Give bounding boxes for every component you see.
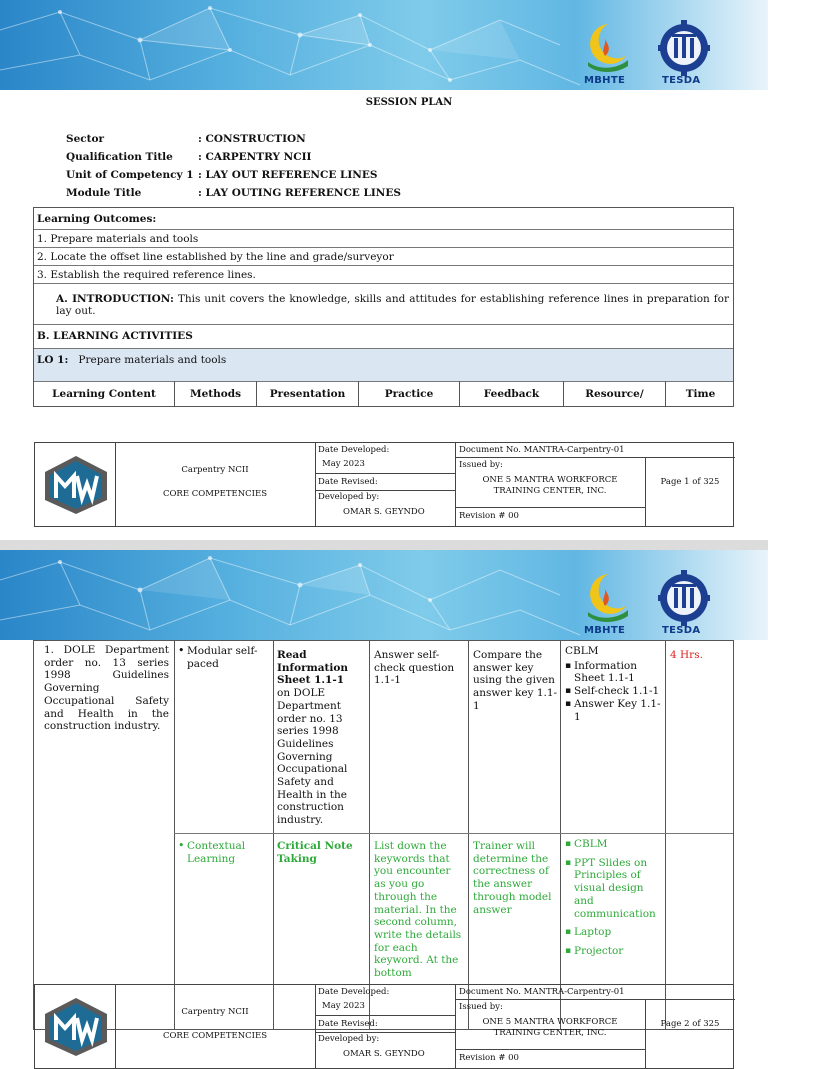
column-header: Resource/ <box>563 381 665 407</box>
resource-item: ▪ Laptop <box>565 926 663 939</box>
mw-logo-icon <box>41 996 111 1058</box>
footer-document-no: Document No. MANTRA-Carpentry-01 <box>459 987 625 997</box>
meta-unit: Unit of Competency 1 : LAY OUT REFERENCE LINES <box>66 169 378 181</box>
resource-item: ▪ PPT Slides on Principles of visual design and communication <box>565 857 663 921</box>
footer-date-revised-label: Date Revised: <box>318 1019 378 1029</box>
column-header: Presentation <box>256 381 358 407</box>
footer-date-developed: May 2023 <box>322 459 365 469</box>
plan-metadata <box>66 133 401 205</box>
mbhte-logo-text: MBHTE <box>584 75 626 86</box>
table-cell-time: 4 Hrs. <box>670 649 703 661</box>
footer-issuer-line2: TRAINING CENTER, INC. <box>493 486 607 496</box>
column-header: Time <box>665 381 735 407</box>
outcome-item: 2. Locate the offset line established by the line and grade/surveyor <box>37 251 394 263</box>
footer-program: Carpentry NCII <box>181 465 249 475</box>
page-title: SESSION PLAN <box>365 97 453 108</box>
table-cell-practice: Answer self-check question 1.1-1 <box>374 649 455 687</box>
header-banner <box>0 550 768 640</box>
footer-developed-by-label: Developed by: <box>318 1034 380 1044</box>
footer-date-revised-label: Date Revised: <box>318 477 378 487</box>
resource-item: ▪ Information Sheet 1.1-1 <box>565 660 663 685</box>
column-header: Feedback <box>459 381 563 407</box>
footer-date-developed-label: Date Developed: <box>318 445 390 455</box>
footer-issuer-line2: TRAINING CENTER, INC. <box>493 1028 607 1038</box>
footer-developer: OMAR S. GEYNDO <box>343 1049 425 1059</box>
footer-developed-by-label: Developed by: <box>318 492 380 502</box>
resource-item: ▪ CBLM <box>565 838 663 851</box>
footer-issued-by-label: Issued by: <box>459 460 503 470</box>
table-cell-feedback: Compare the answer key using the given answer key 1.1-1 <box>473 649 558 712</box>
header-banner <box>0 0 768 90</box>
table-cell-resource: CBLM ▪ Information Sheet 1.1-1 ▪ Self-check 1.1-1 ▪ Answer Key 1.1-1 <box>565 645 663 723</box>
footer-page-number: Page 1 of 325 <box>660 477 720 487</box>
introduction-text: A. INTRODUCTION: This unit covers the knowledge, skills and attitudes for establishing reference lines in preparation for lay out. <box>56 293 729 317</box>
page-2 <box>0 550 768 1063</box>
meta-module: Module Title : LAY OUTING REFERENCE LINES <box>66 187 401 199</box>
outcome-item: 3. Establish the required reference lines. <box>37 269 256 281</box>
meta-qualification: Qualification Title : CARPENTRY NCII <box>66 151 312 163</box>
table-cell-presentation: Critical Note Taking <box>277 840 353 865</box>
footer-competency: CORE COMPETENCIES <box>162 1031 268 1041</box>
resource-item: ▪ Answer Key 1.1-1 <box>565 698 663 723</box>
meta-sector: Sector : CONSTRUCTION <box>66 133 306 145</box>
footer-revision: Revision # 00 <box>459 1053 519 1063</box>
document-footer <box>34 442 734 527</box>
column-header: Methods <box>174 381 256 407</box>
table-cell-method: • Contextual Learning <box>178 840 270 865</box>
table-cell-resource <box>565 838 663 958</box>
network-pattern-icon <box>0 0 768 90</box>
network-pattern-icon <box>0 550 768 640</box>
footer-program: Carpentry NCII <box>181 1007 249 1017</box>
footer-document-no: Document No. MANTRA-Carpentry-01 <box>459 445 625 455</box>
mw-logo-icon <box>41 454 111 516</box>
footer-competency: CORE COMPETENCIES <box>162 489 268 499</box>
footer-date-developed-label: Date Developed: <box>318 987 390 997</box>
footer-issuer-line1: ONE 5 MANTRA WORKFORCE <box>482 1017 618 1027</box>
lo1-label: LO 1: Prepare materials and tools <box>37 354 227 366</box>
outcome-item: 1. Prepare materials and tools <box>37 233 199 245</box>
document-footer <box>34 984 734 1069</box>
column-header: Learning Content <box>52 388 156 400</box>
resource-item: ▪ Projector <box>565 945 663 958</box>
page-1 <box>0 0 768 540</box>
footer-issuer-line1: ONE 5 MANTRA WORKFORCE <box>482 475 618 485</box>
table-cell-method: • Modular self-paced <box>178 645 270 670</box>
tesda-logo-text: TESDA <box>662 75 701 86</box>
learning-outcomes-heading: Learning Outcomes: <box>37 213 157 225</box>
table-cell-content: 1. DOLE Department order no. 13 series 1998 Guidelines Governing Occupational Safety and Health in the construction industry. <box>44 644 169 733</box>
table-cell-feedback: Trainer will determine the correctness of the answer through model answer <box>473 840 552 916</box>
footer-issued-by-label: Issued by: <box>459 1002 503 1012</box>
page-gap <box>0 540 768 550</box>
learning-activities-table <box>33 640 734 1030</box>
tesda-logo-text: TESDA <box>662 625 701 636</box>
table-cell-practice: List down the keywords that you encounter as you go through the material. In the second column, write the details for each keyword. At the bottom <box>374 840 462 980</box>
footer-developer: OMAR S. GEYNDO <box>343 507 425 517</box>
learning-activities-heading: B. LEARNING ACTIVITIES <box>37 330 193 342</box>
column-header: Practice <box>358 381 459 407</box>
resource-item: ▪ Self-check 1.1-1 <box>565 685 663 698</box>
table-cell-presentation: Read Information Sheet 1.1-1 on DOLE Department order no. 13 series 1998 Guidelines Governing Occupational Safety and Health in the construction industry. <box>277 649 348 827</box>
footer-date-developed: May 2023 <box>322 1001 365 1011</box>
footer-page-number: Page 2 of 325 <box>660 1019 720 1029</box>
mbhte-logo-text: MBHTE <box>584 625 626 636</box>
learning-outcomes-box <box>33 207 734 407</box>
footer-revision: Revision # 00 <box>459 511 519 521</box>
